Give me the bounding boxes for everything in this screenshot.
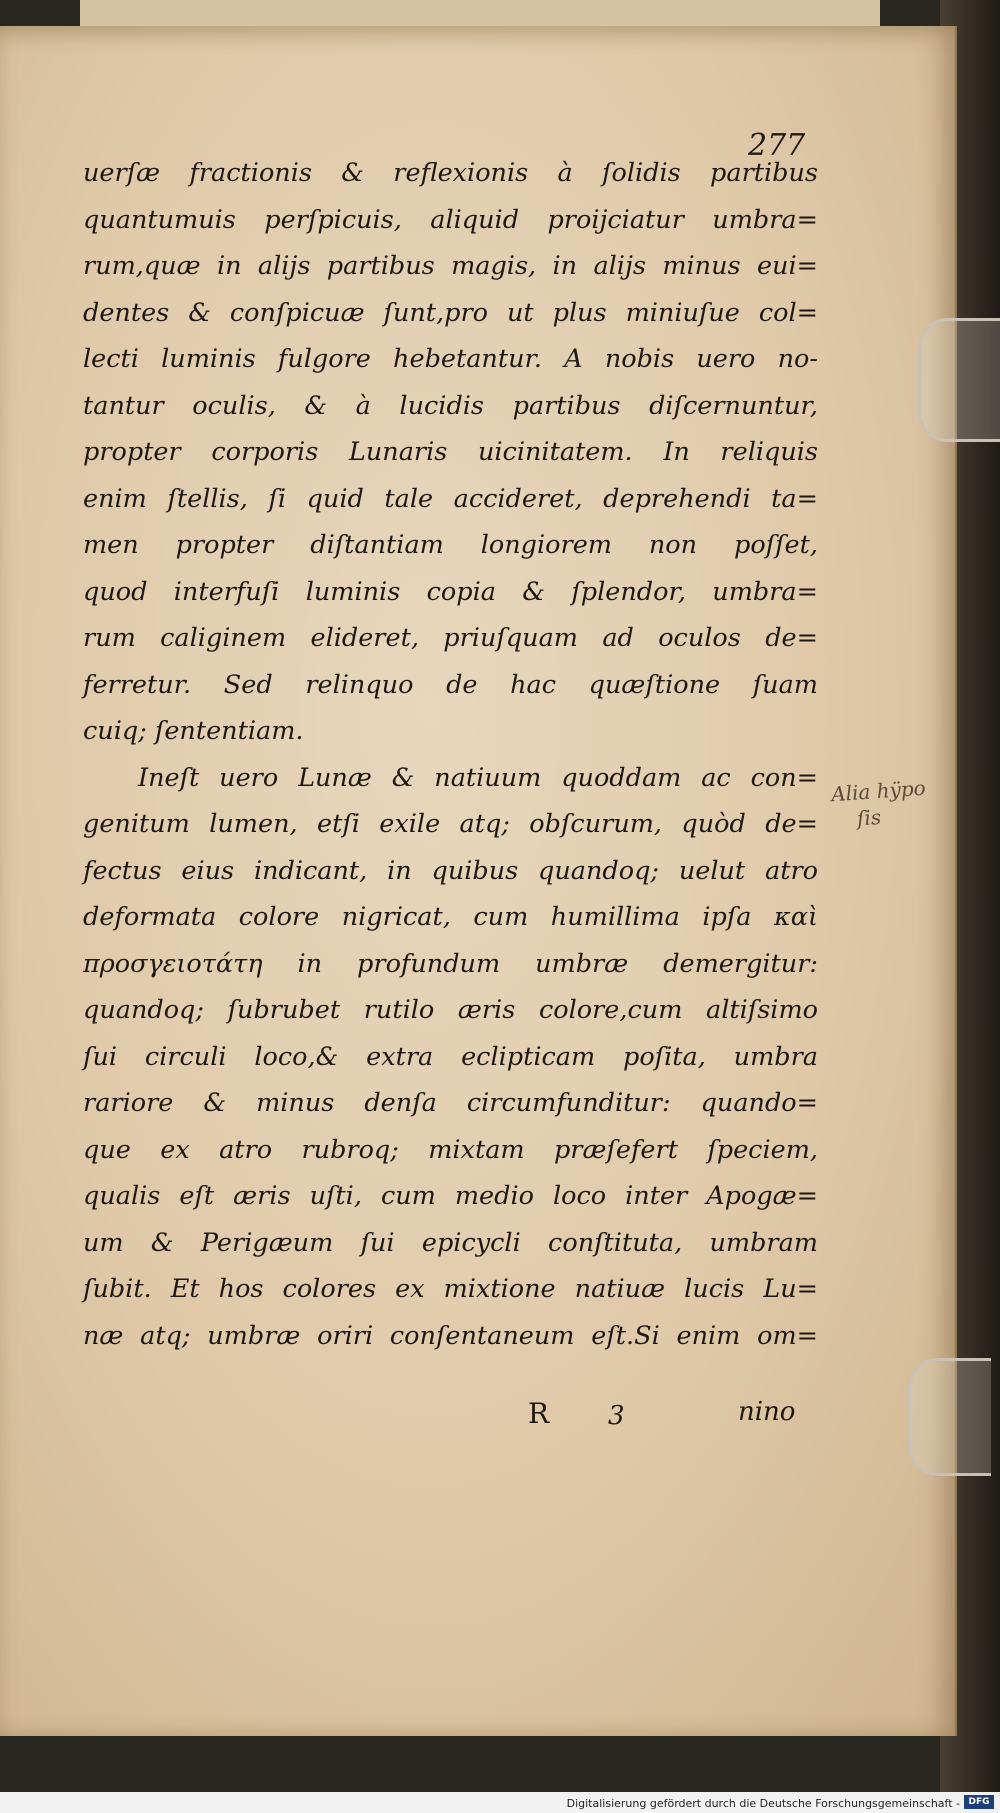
text-line: propter corporis Lunaris uicinitatem. In reliquis (83, 437, 818, 467)
text-line: men propter diſtantiam longiorem non poſſet, (83, 530, 818, 560)
margin-note-line: ſis (856, 804, 882, 831)
next-leaf-edge (80, 0, 880, 29)
text-line: quod interfuſi luminis copia & ſplendor, umbra= (83, 576, 818, 607)
margin-note-line: Alia hÿpo (830, 775, 927, 807)
text-line: næ atq; umbræ oriri conſentaneum eſt.Si enim om= (83, 1320, 818, 1351)
text-line: ſubit. Et hos colores ex mixtione natiuæ lucis Lu= (83, 1274, 818, 1304)
text-line: fectus eius indicant, in quibus quandoq; uelut atro (83, 855, 818, 886)
text-line: que ex atro rubroq; mixtam præſefert ſpeciem, (83, 1134, 818, 1165)
text-line: ferretur. Sed relinquo de hac quæſtione ſuam (83, 669, 818, 700)
text-line: rum caliginem elideret, priuſquam ad oculos de= (83, 623, 818, 653)
text-line: dentes & conſpicuæ ſunt,pro ut plus miniuſue col= (83, 297, 818, 328)
text-line: enim ſtellis, ſi quid tale accideret, deprehendi ta= (83, 483, 818, 514)
text-line: quandoq; ſubrubet rutilo æris colore,cum altiſsimo (83, 995, 818, 1025)
text-line: qualis eſt æris uſti, cum medio loco inter Apogæ= (83, 1181, 818, 1211)
page-number: 277 (748, 128, 806, 163)
body-text (83, 150, 818, 1359)
text-line: rariore & minus denſa circumfunditur: quando= (83, 1088, 818, 1118)
text-line: lecti luminis fulgore hebetantur. A nobis uero no- (83, 344, 818, 374)
text-line: deformata colore nigricat, cum humillima ipſa καὶ (83, 902, 818, 932)
text-line: ſui circuli loco,& extra eclipticam poſita, umbra (83, 1041, 818, 1072)
handwritten-margin-note (830, 775, 928, 833)
quire-number: 3 (608, 1401, 625, 1431)
page-clip (918, 318, 1000, 442)
funding-credit: Digitalisierung gefördert durch die Deutsche Forschungsgemeinschaft - (566, 1797, 960, 1810)
text-line: rum,quæ in alijs partibus magis, in alijs minus eui= (83, 251, 818, 281)
page-clip (908, 1358, 991, 1476)
text-line: προσγειοτάτη in profundum umbræ demergitur: (83, 948, 818, 979)
text-line: quantumuis perſpicuis, aliquid proijciatur umbra= (83, 204, 818, 235)
text-line: Ineſt uero Lunæ & natiuum quoddam ac con= (138, 762, 818, 793)
catchword: nino (738, 1397, 796, 1427)
text-line: cuiq; ſententiam. (83, 716, 304, 746)
text-line: genitum lumen, etſi exile atq; obſcurum, quòd de= (83, 809, 818, 839)
text-line: uerſæ fractionis & reflexionis à ſolidis partibus (83, 158, 818, 188)
signature-mark: R (528, 1397, 550, 1430)
dfg-logo: DFG (964, 1795, 994, 1809)
text-line: um & Perigæum ſui epicycli conſtituta, umbram (83, 1227, 818, 1258)
text-line: tantur oculis, & à lucidis partibus diſcernuntur, (83, 390, 818, 421)
